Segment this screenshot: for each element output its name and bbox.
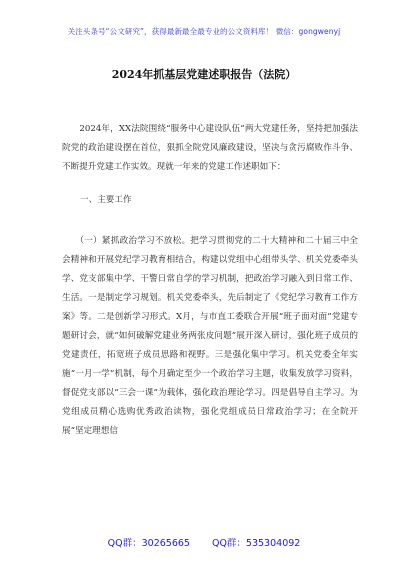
document-title: 2024年抓基层党建述职报告（法院） [111,68,297,81]
qq-group-1: QQ群：30265665 [107,538,190,549]
item-paragraph: （一）紧抓政治学习不放松。把学习贯彻党的二十大精神和二十届三中全会精神和开展党纪学习教育相结合，构建以党组中心组带头学、机关党委牵头学、党支部集中学、干警日常自学的学习机制，把政治学习融入到日常工作、生活。一是制定学习规划。机关党委牵头，先后制定了《党纪学习教育工作方案》等。二是创新学习形式。X月，与市直工委联合开展“班子面对面”党建专题研讨会，就“如何破解党建业务两张皮问题”展开深入研讨，强化班子成员的党建责任，拓宽班子成员思路和视野。三是强化集中学习。机关党委全年实施“一月一学”机制，每个月确定至少一个政治学习主题，收集发放学习资料，督促党支部以“三会一课”为载体，强化政治理论学习。四是倡导自主学习。为党组成员精心选购优秀政治读物，强化党组成员日常政治学习；在全院开展“坚定理想信 [62,236,358,436]
qq-group-2: QQ群：535304092 [211,538,301,549]
section-heading: 一、主要工作 [80,195,132,205]
intro-paragraph: 2024年，XX法院围绕“服务中心建设队伍”两大党建任务，坚持把加强法院党的政治建设摆在首位，狠抓全院党风廉政建设，坚决与贪污腐败作斗争、不断提升党建工作实效。现就一年来的党建工作述职如下： [62,124,358,172]
header-banner: 关注头条号“公文研究”，获得最新最全最专业的公文资料库！ 微信：gongwenyj [67,27,341,36]
footer-contact [0,535,408,549]
document-body [62,120,358,441]
